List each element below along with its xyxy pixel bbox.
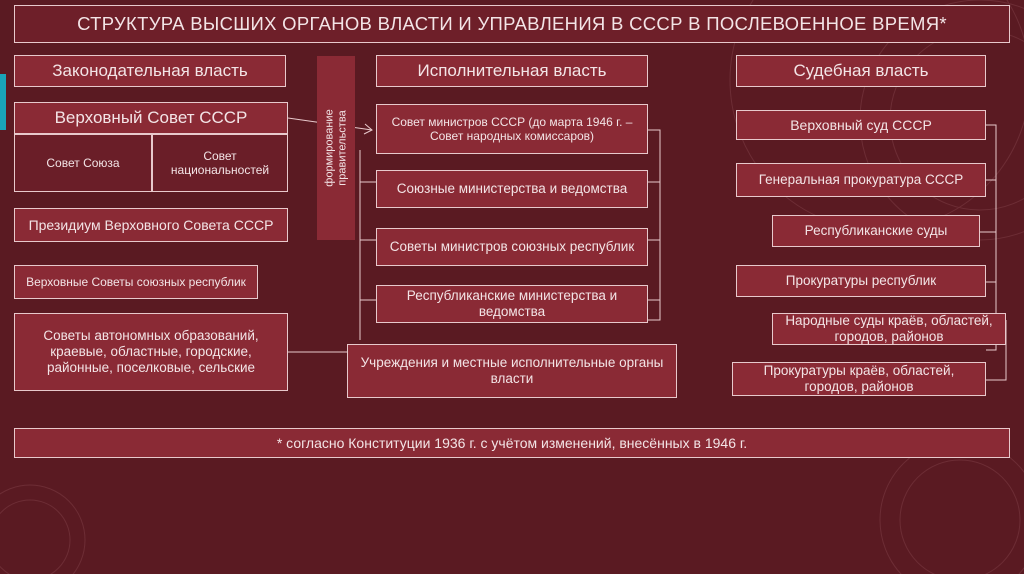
soviet-of-nationalities-box: Совет национальностей [152, 134, 288, 192]
government-formation-text: формирование правительства [323, 109, 348, 187]
local-executive-organs-box: Учреждения и местные исполнительные органы власти [347, 344, 677, 398]
republic-councils-box: Советы министров союзных республик [376, 228, 648, 266]
republic-courts-box: Республиканские суды [772, 215, 980, 247]
page-title: СТРУКТУРА ВЫСШИХ ОРГАНОВ ВЛАСТИ И УПРАВЛЕНИЯ В СССР В ПОСЛЕВОЕННОЕ ВРЕМЯ* [14, 5, 1010, 43]
judicial-header: Судебная власть [736, 55, 986, 87]
council-of-ministers-box: Совет министров СССР (до марта 1946 г. – Совет народных комиссаров) [376, 104, 648, 154]
prosecutor-general-box: Генеральная прокуратура СССР [736, 163, 986, 197]
local-soviets-box: Советы автономных образований, краевые, областные, городские, районные, поселковые, сельские [14, 313, 288, 391]
republic-prosecutors-box: Прокуратуры республик [736, 265, 986, 297]
government-formation-label [317, 56, 355, 240]
soviet-of-union-box: Совет Союза [14, 134, 152, 192]
peoples-courts-box: Народные суды краёв, областей, городов, районов [772, 313, 1006, 345]
union-ministries-box: Союзные министерства и ведомства [376, 170, 648, 208]
republic-supreme-soviets-box: Верховные Советы союзных республик [14, 265, 258, 299]
accent-bar [0, 74, 6, 130]
regional-prosecutors-box: Прокуратуры краёв, областей, городов, районов [732, 362, 986, 396]
presidium-box: Президиум Верховного Совета СССР [14, 208, 288, 242]
executive-header: Исполнительная власть [376, 55, 648, 87]
republic-ministries-box: Республиканские министерства и ведомства [376, 285, 648, 323]
supreme-soviet-box: Верховный Совет СССР [14, 102, 288, 134]
legislative-header: Законодательная власть [14, 55, 286, 87]
footnote-bar: * согласно Конституции 1936 г. с учётом изменений, внесённых в 1946 г. [14, 428, 1010, 458]
supreme-court-box: Верховный суд СССР [736, 110, 986, 140]
